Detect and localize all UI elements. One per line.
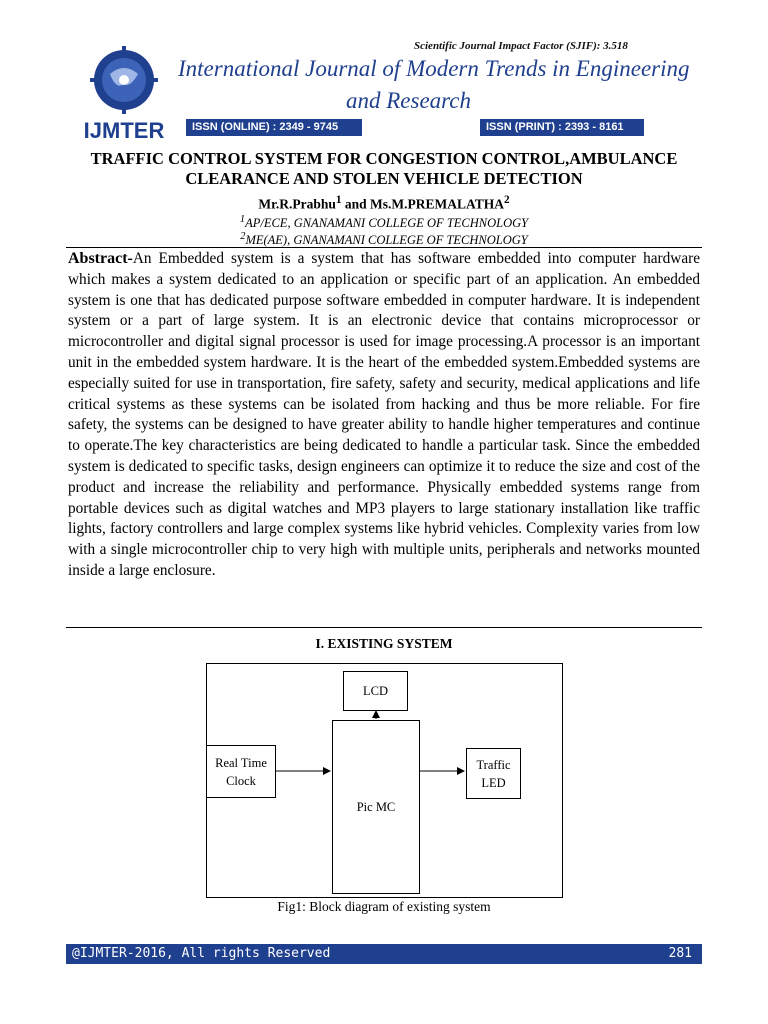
journal-title-line1: International Journal of Modern Trends in Engineering xyxy=(178,56,690,81)
author1-sup: 1 xyxy=(335,194,342,206)
rtc-line1: Real Time xyxy=(215,755,267,770)
aff2-sup: 2 xyxy=(240,231,246,242)
author1: Mr.R.Prabhu xyxy=(258,196,336,212)
led-line1: Traffic xyxy=(476,757,511,772)
aff2-text: ME(AE), GNANAMANI COLLEGE OF TECHNOLOGY xyxy=(245,233,528,248)
footer-copyright: @IJMTER-2016, All rights Reserved xyxy=(72,946,331,961)
issn-print-badge: ISSN (PRINT) : 2393 - 8161 xyxy=(480,119,644,136)
footer-bar xyxy=(66,944,702,964)
title-line2: CLEARANCE AND STOLEN VEHICLE DETECTION xyxy=(185,169,583,188)
rtc-line2: Clock xyxy=(226,773,256,788)
svg-text:IJMTER: IJMTER xyxy=(83,118,165,143)
abstract-text: An Embedded system is a system that has software embedded into computer hardware which makes a system dedicated to an application or specific part of an application. An embedded system is one that has dedicated purpose software embedded in computer hardware. It is independent system or a part of large system. It is an electronic device that contains microprocessor or microcontroller and digital signal processor is used for image processing.A processor is an important unit in the embedded system hardware. It is the heart of the embedded system.Embedded systems are especially suited for use in transportation, fire safety, safety and security, medical applications and life critical systems as these systems can be isolated from hacking and thus be more reliable. For fire safety, the systems can be designed to have greater ability to handle higher temperatures and continue to operate.The key characteristics are being dedicated to handle a particular task. Since the embedded system is dedicated to specific tasks, design engineers can optimize it to reduce the size and cost of the product and increase the reliability and performance. Physically embedded systems range from portable devices such as digital watches and MP3 players to large stationary installation like traffic lights, factory controllers and large complex systems like hybrid vehicles. Complexity varies from low with a single microcontroller chip to very high with multiple units, peripherals and networks mounted inside a large enclosure. xyxy=(68,250,700,579)
block-lcd: LCD xyxy=(343,671,408,711)
aff1-sup: 1 xyxy=(239,214,246,225)
figure-caption: Fig1: Block diagram of existing system xyxy=(277,899,491,914)
block-traffic-led xyxy=(466,748,521,799)
title-line1: TRAFFIC CONTROL SYSTEM FOR CONGESTION CONTROL,AMBULANCE xyxy=(90,149,678,168)
author2-sup: 2 xyxy=(504,194,510,206)
aff1-text: AP/ECE, GNANAMANI COLLEGE OF TECHNOLOGY xyxy=(245,216,529,231)
impact-factor: Scientific Journal Impact Factor (SJIF): 3.518 xyxy=(414,40,628,52)
issn-online-badge: ISSN (ONLINE) : 2349 - 9745 xyxy=(186,119,362,136)
block-pic-mc: Pic MC xyxy=(332,720,420,894)
page-number: 281 xyxy=(668,946,692,961)
abstract-label: Abstract- xyxy=(68,250,133,267)
author2: Ms.M.PREMALATHA xyxy=(370,196,505,212)
block-real-time-clock xyxy=(206,745,276,798)
led-line2: LED xyxy=(481,775,506,790)
journal-title-line2: and Research xyxy=(346,88,471,113)
author-and: and xyxy=(341,196,371,212)
section-heading: I. EXISTING SYSTEM xyxy=(315,636,453,651)
